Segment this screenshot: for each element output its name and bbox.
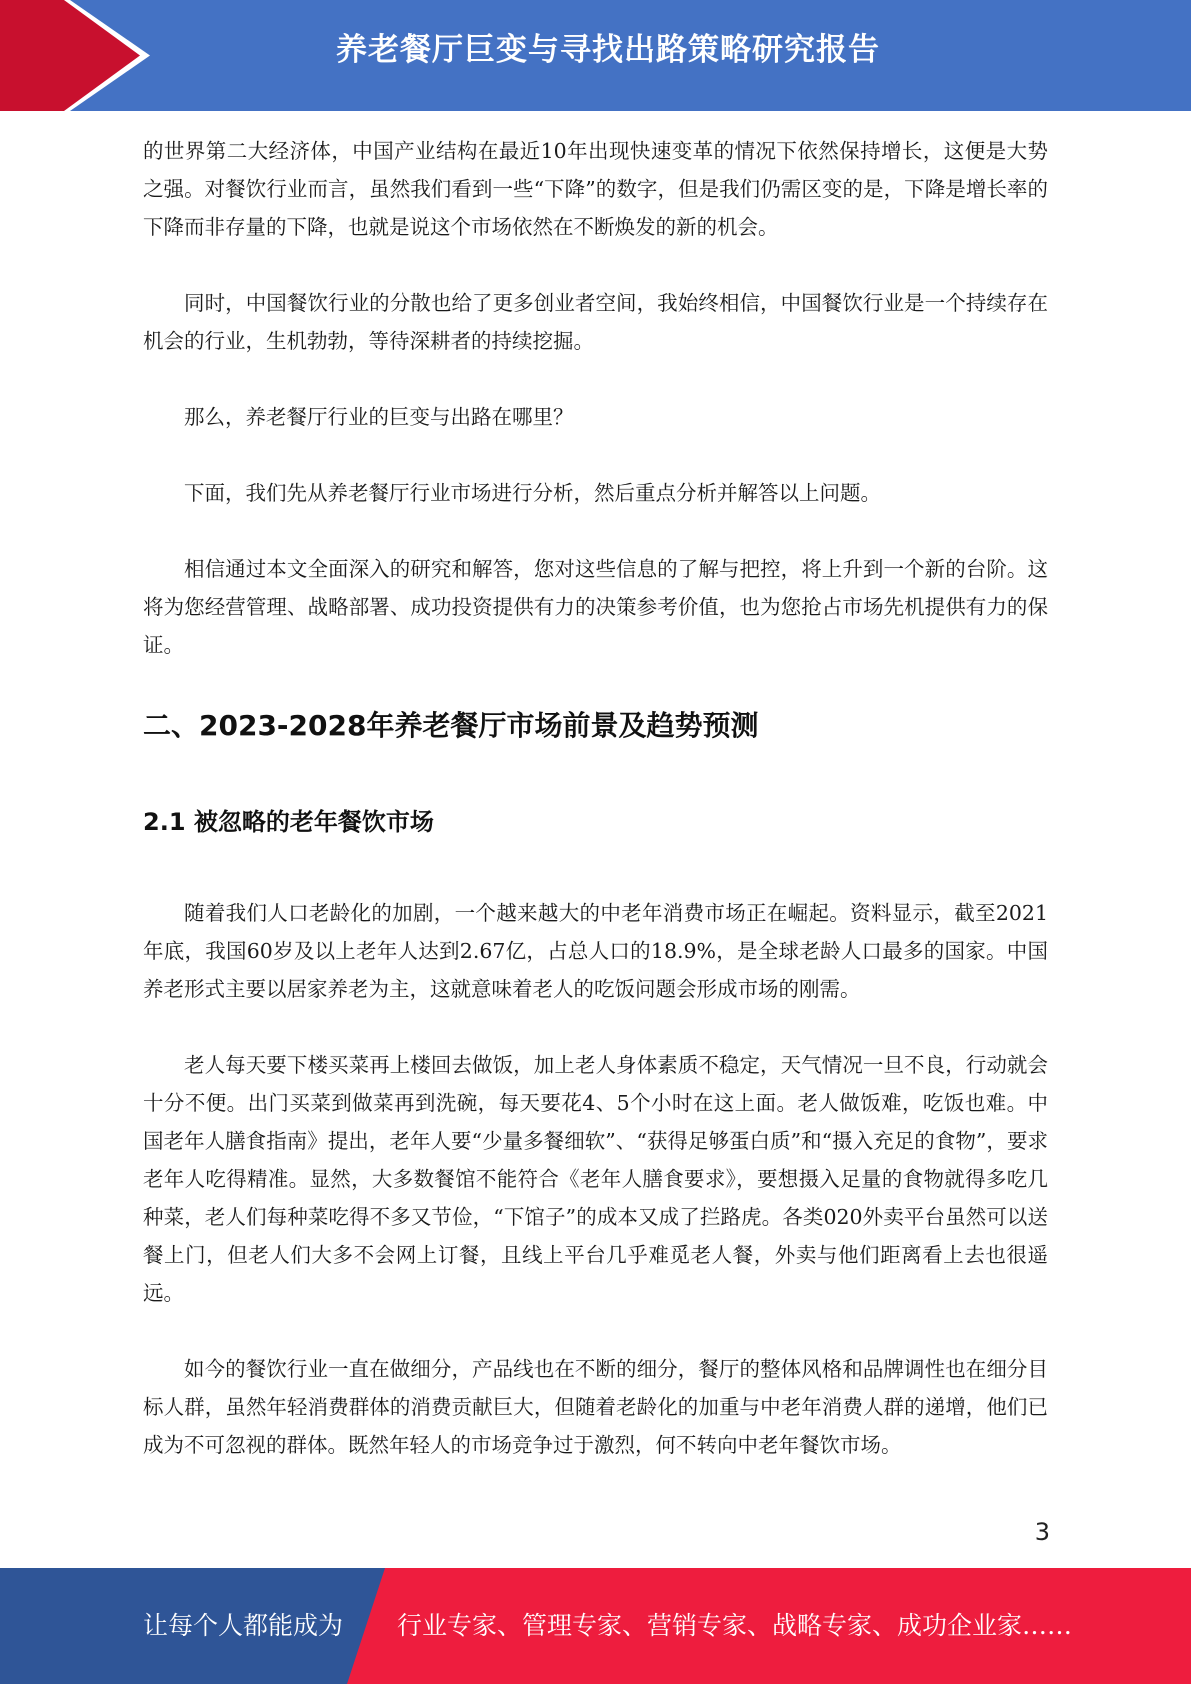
footer-slogan-left: 让每个人都能成为 bbox=[143, 1611, 344, 1640]
report-title: 养老餐厅巨变与寻找出路策略研究报告 bbox=[336, 32, 880, 68]
document-body bbox=[143, 132, 1048, 1502]
paragraph: 相信通过本文全面深入的研究和解答，您对这些信息的了解与把控，将上升到一个新的台阶。这将为您经营管理、战略部署、成功投资提供有力的决策参考价值，也为您抢占市场先机提供有力的保证。 bbox=[143, 557, 1048, 657]
paragraph: 老人每天要下楼买菜再上楼回去做饭，加上老人身体素质不稳定，天气情况一旦不良，行动就会十分不便。出门买菜到做菜再到洗碗，每天要花4、5个小时在这上面。老人做饭难，吃饭也难。中国老年人膳食指南》提出，老年人要“少量多餐细软”、“获得足够蛋白质”和“摄入充足的食物”，要求老年人吃得精准。显然，大多数餐馆不能符合《老年人膳食要求》，要想摄入足量的食物就得多吃几种菜，老人们每种菜吃得不多又节俭，“下馆子”的成本又成了拦路虎。各类020外卖平台虽然可以送餐上门，但老人们大多不会网上订餐，且线上平台几乎难觅老人餐，外卖与他们距离看上去也很遥远。 bbox=[143, 1053, 1048, 1305]
subsection-heading: 2.1 被忽略的老年餐饮市场 bbox=[143, 808, 434, 836]
paragraph: 那么，养老餐厅行业的巨变与出路在哪里？ bbox=[184, 405, 574, 429]
footer-slogan-right: 行业专家、管理专家、营销专家、战略专家、成功企业家…… bbox=[397, 1611, 1073, 1640]
paragraph: 如今的餐饮行业一直在做细分，产品线也在不断的细分，餐厅的整体风格和品牌调性也在细分目标人群，虽然年轻消费群体的消费贡献巨大，但随着老龄化的加重与中老年消费人群的递增，他们已成为不可忽视的群体。既然年轻人的市场竞争过于激烈，何不转向中老年餐饮市场。 bbox=[143, 1357, 1048, 1457]
header-banner bbox=[0, 0, 1191, 111]
page-number: 3 bbox=[1034, 1518, 1050, 1546]
footer-banner bbox=[0, 1568, 1191, 1684]
paragraph: 同时，中国餐饮行业的分散也给了更多创业者空间，我始终相信，中国餐饮行业是一个持续存在机会的行业，生机勃勃，等待深耕者的持续挖掘。 bbox=[143, 291, 1048, 353]
paragraph: 下面，我们先从养老餐厅行业市场进行分析，然后重点分析并解答以上问题。 bbox=[184, 481, 881, 505]
paragraph: 随着我们人口老龄化的加剧，一个越来越大的中老年消费市场正在崛起。资料显示，截至2021年底，我国60岁及以上老年人达到2.67亿，占总人口的18.9%，是全球老龄人口最多的国家。中国养老形式主要以居家养老为主，这就意味着老人的吃饭问题会形成市场的刚需。 bbox=[143, 901, 1048, 1001]
section-heading: 二、2023-2028年养老餐厅市场前景及趋势预测 bbox=[143, 709, 759, 742]
paragraph: 的世界第二大经济体，中国产业结构在最近10年出现快速变革的情况下依然保持增长，这便是大势之强。对餐饮行业而言，虽然我们看到一些“下降”的数字，但是我们仍需区变的是，下降是增长率的下降而非存量的下降，也就是说这个市场依然在不断焕发的新的机会。 bbox=[143, 139, 1048, 239]
